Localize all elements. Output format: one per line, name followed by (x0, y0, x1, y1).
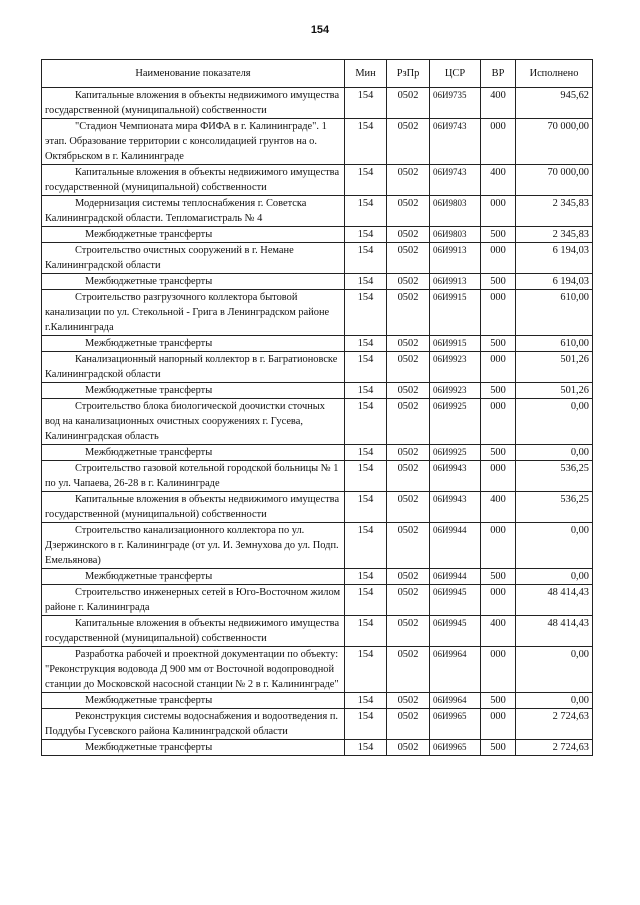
row-name: Капитальные вложения в объекты недвижимого имущества государственной (муниципальной) собственности (42, 88, 345, 119)
row-rzpr: 0502 (387, 709, 430, 740)
row-name: Капитальные вложения в объекты недвижимого имущества государственной (муниципальной) собственности (42, 616, 345, 647)
row-csr: 06И9965 (430, 709, 481, 740)
row-rzpr: 0502 (387, 165, 430, 196)
row-name: Межбюджетные трансферты (42, 336, 345, 352)
row-min: 154 (345, 196, 387, 227)
row-vr: 500 (481, 740, 516, 756)
row-vr: 000 (481, 523, 516, 569)
row-amount: 2 345,83 (516, 196, 593, 227)
row-min: 154 (345, 492, 387, 523)
table-row (42, 383, 593, 399)
row-name: Строительство канализационного коллектора по ул. Дзержинского в г. Калининграде (от ул. И. Земнухова до ул. Подп. Емельянова) (42, 523, 345, 569)
row-min: 154 (345, 274, 387, 290)
table-row (42, 523, 593, 569)
row-min: 154 (345, 569, 387, 585)
row-rzpr: 0502 (387, 274, 430, 290)
row-min: 154 (345, 693, 387, 709)
table-row (42, 585, 593, 616)
table-row (42, 616, 593, 647)
row-name: Строительство разгрузочного коллектора бытовой канализации по ул. Стекольной - Грига в Ленинградском районе г.Калининграда (42, 290, 345, 336)
row-name: Межбюджетные трансферты (42, 569, 345, 585)
row-csr: 06И9944 (430, 569, 481, 585)
row-amount: 2 724,63 (516, 740, 593, 756)
row-min: 154 (345, 290, 387, 336)
table-row (42, 740, 593, 756)
table-row (42, 227, 593, 243)
row-amount: 2 345,83 (516, 227, 593, 243)
page-number: 154 (310, 24, 330, 36)
row-min: 154 (345, 336, 387, 352)
row-name: Строительство блока биологической доочистки сточных вод на канализационных очистных сооружениях г. Гусева, Калининградская область (42, 399, 345, 445)
row-vr: 500 (481, 383, 516, 399)
row-vr: 500 (481, 693, 516, 709)
row-csr: 06И9743 (430, 165, 481, 196)
row-name: Межбюджетные трансферты (42, 740, 345, 756)
table-row (42, 119, 593, 165)
row-amount: 70 000,00 (516, 165, 593, 196)
row-vr: 000 (481, 647, 516, 693)
row-min: 154 (345, 709, 387, 740)
row-rzpr: 0502 (387, 492, 430, 523)
header-done: Исполнено (516, 60, 593, 88)
table-row (42, 399, 593, 445)
row-csr: 06И9803 (430, 196, 481, 227)
row-vr: 400 (481, 165, 516, 196)
row-amount: 0,00 (516, 445, 593, 461)
row-name: Реконструкция системы водоснабжения и водоотведения п. Поддубы Гусевского района Калининградской области (42, 709, 345, 740)
row-rzpr: 0502 (387, 585, 430, 616)
row-amount: 6 194,03 (516, 274, 593, 290)
row-csr: 06И9803 (430, 227, 481, 243)
row-rzpr: 0502 (387, 119, 430, 165)
table-row (42, 569, 593, 585)
row-rzpr: 0502 (387, 616, 430, 647)
row-name: Модернизация системы теплоснабжения г. Советска Калининградской области. Тепломагистраль № 4 (42, 196, 345, 227)
row-amount: 2 724,63 (516, 709, 593, 740)
row-vr: 000 (481, 352, 516, 383)
row-min: 154 (345, 461, 387, 492)
row-min: 154 (345, 243, 387, 274)
row-vr: 500 (481, 445, 516, 461)
table-row (42, 352, 593, 383)
table-row (42, 165, 593, 196)
row-csr: 06И9913 (430, 243, 481, 274)
table-row (42, 709, 593, 740)
row-min: 154 (345, 352, 387, 383)
row-rzpr: 0502 (387, 290, 430, 336)
row-vr: 000 (481, 290, 516, 336)
row-name: Канализационный напорный коллектор в г. Багратионовске Калининградской области (42, 352, 345, 383)
row-vr: 400 (481, 492, 516, 523)
row-csr: 06И9943 (430, 461, 481, 492)
row-rzpr: 0502 (387, 693, 430, 709)
row-vr: 000 (481, 243, 516, 274)
row-csr: 06И9915 (430, 336, 481, 352)
row-rzpr: 0502 (387, 445, 430, 461)
row-name: Межбюджетные трансферты (42, 693, 345, 709)
row-csr: 06И9964 (430, 693, 481, 709)
table-row (42, 461, 593, 492)
table-row (42, 274, 593, 290)
table-row (42, 492, 593, 523)
row-vr: 500 (481, 336, 516, 352)
header-rzpr: РзПр (387, 60, 430, 88)
row-csr: 06И9925 (430, 445, 481, 461)
header-csr: ЦСР (430, 60, 481, 88)
row-rzpr: 0502 (387, 227, 430, 243)
row-name: Строительство инженерных сетей в Юго-Восточном жилом районе г. Калининграда (42, 585, 345, 616)
row-rzpr: 0502 (387, 461, 430, 492)
row-min: 154 (345, 399, 387, 445)
row-rzpr: 0502 (387, 740, 430, 756)
row-min: 154 (345, 165, 387, 196)
row-csr: 06И9923 (430, 383, 481, 399)
row-csr: 06И9915 (430, 290, 481, 336)
budget-table (41, 59, 593, 756)
row-csr: 06И9965 (430, 740, 481, 756)
row-rzpr: 0502 (387, 336, 430, 352)
table-row (42, 88, 593, 119)
row-amount: 536,25 (516, 461, 593, 492)
row-min: 154 (345, 119, 387, 165)
row-amount: 610,00 (516, 290, 593, 336)
row-name: Капитальные вложения в объекты недвижимого имущества государственной (муниципальной) собственности (42, 165, 345, 196)
row-min: 154 (345, 647, 387, 693)
row-csr: 06И9923 (430, 352, 481, 383)
row-csr: 06И9945 (430, 585, 481, 616)
row-vr: 000 (481, 196, 516, 227)
row-min: 154 (345, 523, 387, 569)
table-row (42, 693, 593, 709)
row-vr: 500 (481, 569, 516, 585)
table-row (42, 196, 593, 227)
row-rzpr: 0502 (387, 523, 430, 569)
row-name: Капитальные вложения в объекты недвижимого имущества государственной (муниципальной) собственности (42, 492, 345, 523)
row-rzpr: 0502 (387, 352, 430, 383)
row-vr: 400 (481, 616, 516, 647)
row-csr: 06И9743 (430, 119, 481, 165)
row-rzpr: 0502 (387, 647, 430, 693)
row-min: 154 (345, 383, 387, 399)
row-amount: 0,00 (516, 647, 593, 693)
row-name: Строительство газовой котельной городской больницы № 1 по ул. Чапаева, 26-28 в г. Калининграде (42, 461, 345, 492)
row-amount: 0,00 (516, 693, 593, 709)
row-min: 154 (345, 227, 387, 243)
row-name: Межбюджетные трансферты (42, 383, 345, 399)
row-amount: 945,62 (516, 88, 593, 119)
table-row (42, 647, 593, 693)
row-amount: 0,00 (516, 569, 593, 585)
header-vr: ВР (481, 60, 516, 88)
row-vr: 000 (481, 399, 516, 445)
row-csr: 06И9945 (430, 616, 481, 647)
row-amount: 48 414,43 (516, 585, 593, 616)
table-row (42, 243, 593, 274)
table-header-row (42, 60, 593, 88)
row-name: Межбюджетные трансферты (42, 445, 345, 461)
row-min: 154 (345, 88, 387, 119)
row-rzpr: 0502 (387, 196, 430, 227)
row-amount: 48 414,43 (516, 616, 593, 647)
row-rzpr: 0502 (387, 243, 430, 274)
row-vr: 000 (481, 119, 516, 165)
row-rzpr: 0502 (387, 88, 430, 119)
row-csr: 06И9735 (430, 88, 481, 119)
row-min: 154 (345, 740, 387, 756)
row-csr: 06И9964 (430, 647, 481, 693)
row-vr: 500 (481, 227, 516, 243)
row-vr: 400 (481, 88, 516, 119)
row-csr: 06И9925 (430, 399, 481, 445)
row-name: Межбюджетные трансферты (42, 227, 345, 243)
header-min: Мин (345, 60, 387, 88)
row-rzpr: 0502 (387, 399, 430, 445)
table-row (42, 336, 593, 352)
row-amount: 0,00 (516, 399, 593, 445)
row-amount: 6 194,03 (516, 243, 593, 274)
row-vr: 000 (481, 461, 516, 492)
row-name: Межбюджетные трансферты (42, 274, 345, 290)
row-csr: 06И9944 (430, 523, 481, 569)
table-body (42, 88, 593, 756)
row-name: Строительство очистных сооружений в г. Немане Калининградской области (42, 243, 345, 274)
row-csr: 06И9913 (430, 274, 481, 290)
row-rzpr: 0502 (387, 383, 430, 399)
row-vr: 500 (481, 274, 516, 290)
row-rzpr: 0502 (387, 569, 430, 585)
row-amount: 610,00 (516, 336, 593, 352)
row-min: 154 (345, 445, 387, 461)
row-amount: 536,25 (516, 492, 593, 523)
row-csr: 06И9943 (430, 492, 481, 523)
row-vr: 000 (481, 709, 516, 740)
row-amount: 0,00 (516, 523, 593, 569)
row-min: 154 (345, 616, 387, 647)
row-name: "Стадион Чемпионата мира ФИФА в г. Калининграде". 1 этап. Образование территории с консолидацией грунтов на о. Октябрьском в г. Калининграде (42, 119, 345, 165)
row-amount: 70 000,00 (516, 119, 593, 165)
row-amount: 501,26 (516, 383, 593, 399)
row-min: 154 (345, 585, 387, 616)
row-name: Разработка рабочей и проектной документации по объекту: "Реконструкция водовода Д 900 мм от Восточной водопроводной станции до Московской насосной станции № 2 в г. Калининграде" (42, 647, 345, 693)
row-vr: 000 (481, 585, 516, 616)
header-name: Наименование показателя (42, 60, 345, 88)
table-row (42, 445, 593, 461)
row-amount: 501,26 (516, 352, 593, 383)
table-row (42, 290, 593, 336)
